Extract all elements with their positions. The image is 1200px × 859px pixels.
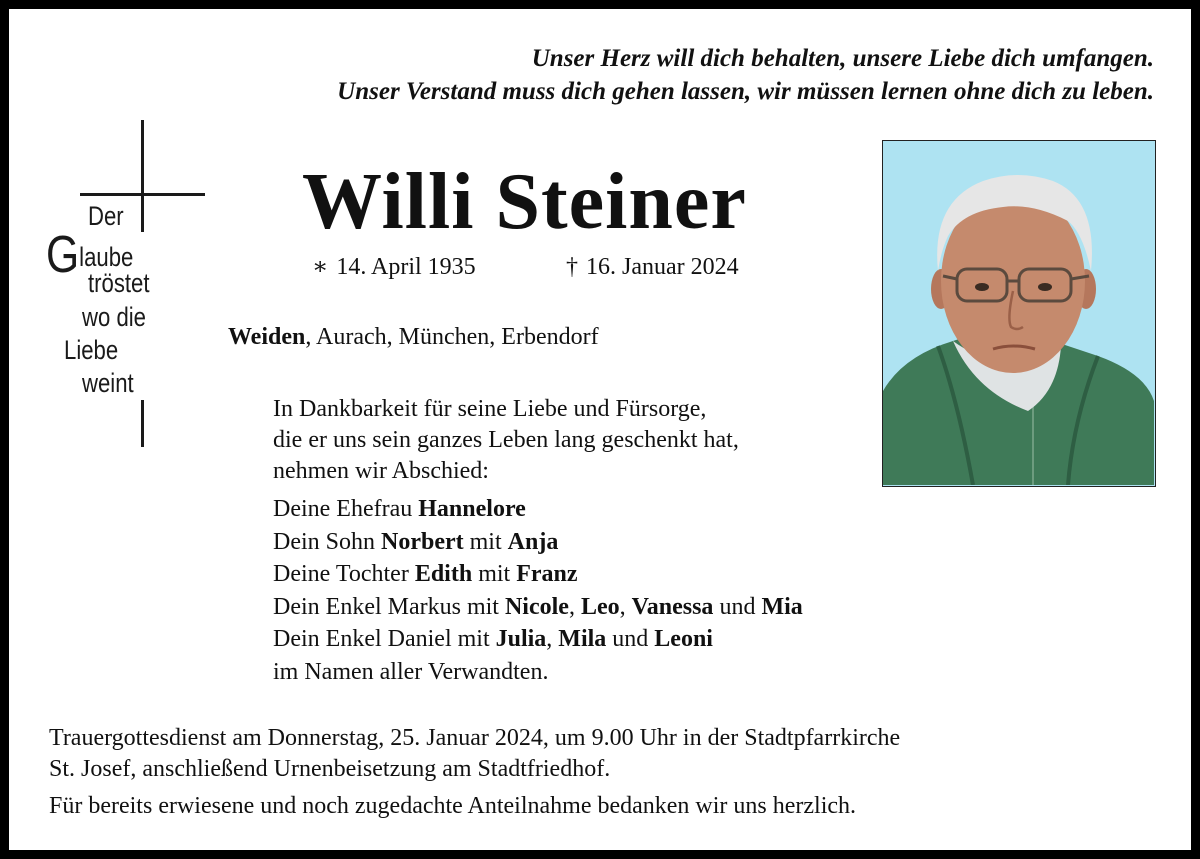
- thanks-text: [273, 394, 739, 487]
- emblem-line-3: tröstet: [88, 268, 150, 298]
- family-text: ,: [568, 593, 581, 620]
- places-rest: , Aurach, München, Erbendorf: [305, 324, 599, 350]
- thanks-line-2: die er uns sein ganzes Leben lang geschenkt hat,: [273, 427, 739, 453]
- motto: [337, 42, 1154, 108]
- family-member-name: Leoni: [654, 626, 713, 652]
- family-member-name: Mia: [761, 593, 803, 620]
- family-row: [273, 493, 803, 526]
- family-member-name: Anja: [507, 528, 559, 555]
- family-row: [273, 558, 803, 591]
- family-row: [273, 591, 803, 624]
- motto-line-2: Unser Verstand muss dich gehen lassen, wir müssen lernen ohne dich zu leben.: [337, 78, 1154, 105]
- family-list: [273, 493, 803, 688]
- cross-horizontal-bar: [80, 193, 205, 196]
- closing-thanks: Für bereits erwiesene und noch zugedachte Anteilnahme bedanken wir uns herzlich.: [49, 793, 857, 819]
- family-member-name: Vanessa: [631, 593, 714, 620]
- death-date: 16. Januar 2024: [586, 254, 739, 280]
- birth-date: 14. April 1935: [336, 254, 476, 280]
- service-line-1: Trauergottesdienst am Donnerstag, 25. Januar 2024, um 9.00 Uhr in der Stadtpfarrkirche: [49, 725, 901, 751]
- family-text: Deine Tochter: [273, 561, 415, 587]
- family-text: Dein Enkel Markus mit: [273, 593, 505, 620]
- family-text: Deine Ehefrau: [273, 496, 419, 522]
- emblem-line-2-rest: laube: [79, 242, 134, 272]
- emblem-initial: G: [46, 226, 80, 284]
- life-dates: [312, 252, 739, 282]
- portrait-photo: [882, 140, 1156, 487]
- family-row: [273, 623, 803, 656]
- family-member-name: Edith: [414, 561, 473, 587]
- family-member-name: Franz: [516, 561, 578, 587]
- death-date-group: [566, 252, 739, 282]
- family-text: Dein Enkel Daniel mit: [273, 626, 496, 652]
- family-row: [273, 526, 803, 559]
- family-member-name: Leo: [580, 593, 620, 620]
- family-text: und: [713, 593, 762, 620]
- motto-line-1: Unser Herz will dich behalten, unsere Liebe dich umfangen.: [531, 45, 1154, 72]
- thanks-line-3: nehmen wir Abschied:: [273, 458, 489, 484]
- emblem-line-5: Liebe: [64, 335, 119, 365]
- family-member-name: Julia: [495, 626, 547, 652]
- birth-star-icon: ∗: [312, 254, 329, 280]
- family-text: mit: [472, 561, 517, 587]
- thanks-line-1: In Dankbarkeit für seine Liebe und Fürsorge,: [273, 396, 707, 422]
- death-cross-icon: †: [566, 254, 578, 280]
- family-member-name: Hannelore: [418, 496, 526, 522]
- birth-date-group: [312, 254, 476, 280]
- emblem-line-6: weint: [82, 368, 134, 398]
- family-text: ,: [619, 593, 632, 620]
- family-member-name: Norbert: [381, 528, 464, 555]
- service-line-2: St. Josef, anschließend Urnenbeisetzung am Stadtfriedhof.: [49, 756, 611, 782]
- portrait-illustration: [883, 141, 1154, 485]
- family-text: ,: [546, 626, 559, 652]
- deceased-name: Willi Steiner: [302, 158, 747, 246]
- funeral-service-info: [49, 723, 900, 785]
- emblem-line-1: Der: [88, 201, 124, 231]
- family-row: im Namen aller Verwandten.: [273, 658, 549, 685]
- family-member-name: Nicole: [504, 593, 569, 620]
- family-member-name: Mila: [558, 626, 607, 652]
- family-text: mit: [463, 528, 508, 555]
- place-main: Weiden: [228, 324, 306, 350]
- places: [228, 322, 599, 352]
- family-text: und: [606, 626, 655, 652]
- emblem-line-4: wo die: [82, 302, 146, 332]
- family-text: Dein Sohn: [273, 528, 381, 555]
